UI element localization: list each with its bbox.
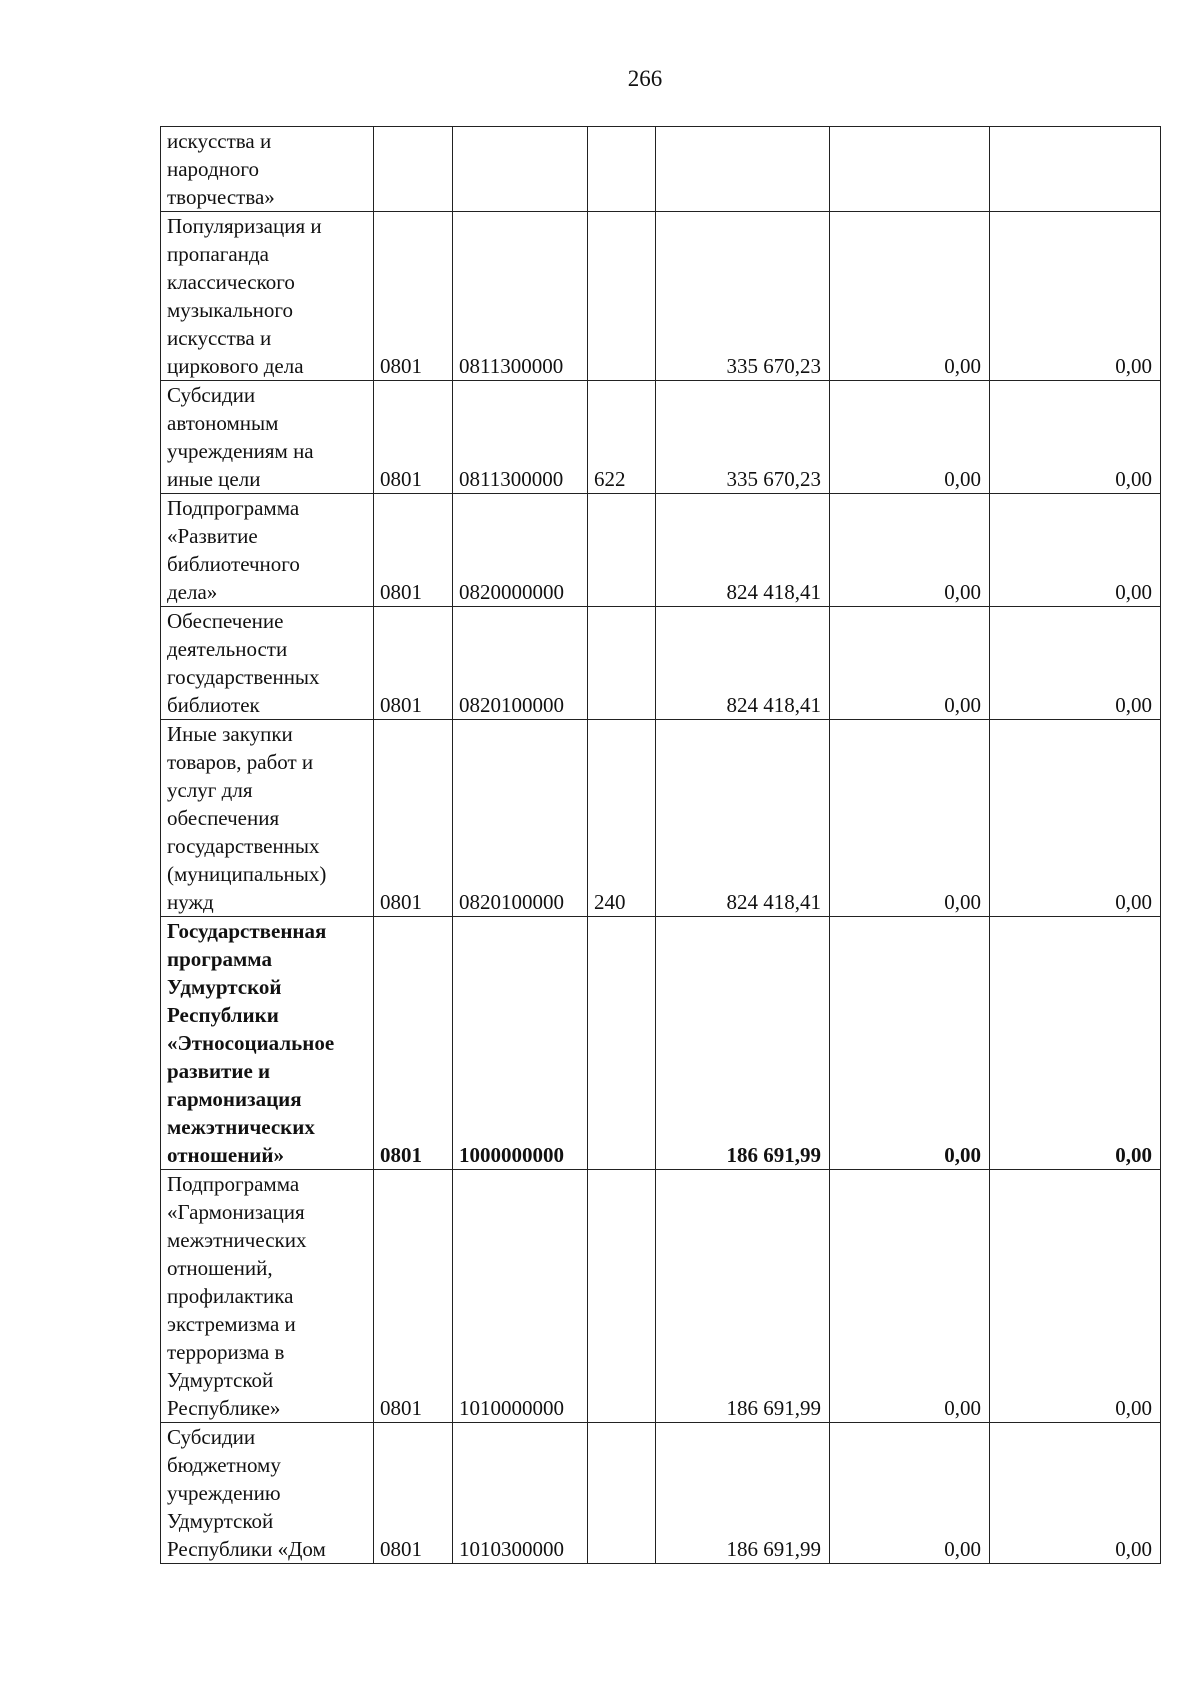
amount-cell-1: 824 418,41 — [656, 607, 830, 720]
amount-cell-2 — [830, 127, 990, 212]
expense-type-cell — [588, 1423, 656, 1564]
amount-cell-2: 0,00 — [830, 1423, 990, 1564]
amount-cell-2: 0,00 — [830, 494, 990, 607]
table-row — [161, 494, 1161, 607]
amount-cell-2: 0,00 — [830, 1170, 990, 1423]
target-article-cell: 1010300000 — [453, 1423, 588, 1564]
amount-cell-1: 335 670,23 — [656, 381, 830, 494]
target-article-cell: 0811300000 — [453, 381, 588, 494]
amount-cell-2: 0,00 — [830, 607, 990, 720]
expense-name-cell: Иные закупки товаров, работ и услуг для обеспечения государственных (муниципальных) нужд — [161, 720, 374, 917]
expense-type-cell — [588, 917, 656, 1170]
section-code-cell: 0801 — [374, 1423, 453, 1564]
table-row — [161, 720, 1161, 917]
expense-name-cell: Государственная программа Удмуртской Республики «Этносоциальное развитие и гармонизация межэтнических отношений» — [161, 917, 374, 1170]
amount-cell-2: 0,00 — [830, 212, 990, 381]
target-article-cell: 0811300000 — [453, 212, 588, 381]
expense-name-cell: Подпрограмма «Развитие библиотечного дела» — [161, 494, 374, 607]
amount-cell-3: 0,00 — [990, 212, 1161, 381]
amount-cell-1 — [656, 127, 830, 212]
target-article-cell: 0820000000 — [453, 494, 588, 607]
expense-name-cell: Популяризация и пропаганда классического музыкального искусства и циркового дела — [161, 212, 374, 381]
amount-cell-3 — [990, 127, 1161, 212]
section-code-cell: 0801 — [374, 494, 453, 607]
table-row — [161, 212, 1161, 381]
expense-name-cell: Субсидии автономным учреждениям на иные цели — [161, 381, 374, 494]
expense-type-cell: 622 — [588, 381, 656, 494]
amount-cell-2: 0,00 — [830, 917, 990, 1170]
expense-type-cell — [588, 607, 656, 720]
section-code-cell — [374, 127, 453, 212]
amount-cell-1: 824 418,41 — [656, 720, 830, 917]
table-row — [161, 917, 1161, 1170]
section-code-cell: 0801 — [374, 607, 453, 720]
target-article-cell: 1010000000 — [453, 1170, 588, 1423]
target-article-cell: 0820100000 — [453, 720, 588, 917]
amount-cell-1: 186 691,99 — [656, 1170, 830, 1423]
amount-cell-3: 0,00 — [990, 720, 1161, 917]
amount-cell-1: 186 691,99 — [656, 1423, 830, 1564]
section-code-cell: 0801 — [374, 1170, 453, 1423]
target-article-cell: 0820100000 — [453, 607, 588, 720]
amount-cell-3: 0,00 — [990, 381, 1161, 494]
section-code-cell: 0801 — [374, 212, 453, 381]
amount-cell-3: 0,00 — [990, 917, 1161, 1170]
target-article-cell: 1000000000 — [453, 917, 588, 1170]
amount-cell-3: 0,00 — [990, 607, 1161, 720]
table-row — [161, 127, 1161, 212]
table-row — [161, 1170, 1161, 1423]
expense-name-cell: Обеспечение деятельности государственных библиотек — [161, 607, 374, 720]
section-code-cell: 0801 — [374, 720, 453, 917]
expense-type-cell — [588, 127, 656, 212]
page-number: 266 — [627, 66, 663, 91]
amount-cell-3: 0,00 — [990, 1170, 1161, 1423]
amount-cell-2: 0,00 — [830, 381, 990, 494]
amount-cell-1: 335 670,23 — [656, 212, 830, 381]
amount-cell-1: 186 691,99 — [656, 917, 830, 1170]
table-row — [161, 607, 1161, 720]
amount-cell-2: 0,00 — [830, 720, 990, 917]
amount-cell-3: 0,00 — [990, 1423, 1161, 1564]
expense-type-cell — [588, 1170, 656, 1423]
budget-table — [160, 126, 1161, 1564]
expense-type-cell: 240 — [588, 720, 656, 917]
table-row — [161, 1423, 1161, 1564]
section-code-cell: 0801 — [374, 917, 453, 1170]
expense-type-cell — [588, 494, 656, 607]
amount-cell-3: 0,00 — [990, 494, 1161, 607]
expense-name-cell: Подпрограмма «Гармонизация межэтнических отношений, профилактика экстремизма и терроризма в Удмуртской Республике» — [161, 1170, 374, 1423]
expense-name-cell: искусства и народного творчества» — [161, 127, 374, 212]
amount-cell-1: 824 418,41 — [656, 494, 830, 607]
target-article-cell — [453, 127, 588, 212]
expense-name-cell: Субсидии бюджетному учреждению Удмуртской Республики «Дом — [161, 1423, 374, 1564]
section-code-cell: 0801 — [374, 381, 453, 494]
table-row — [161, 381, 1161, 494]
expense-type-cell — [588, 212, 656, 381]
